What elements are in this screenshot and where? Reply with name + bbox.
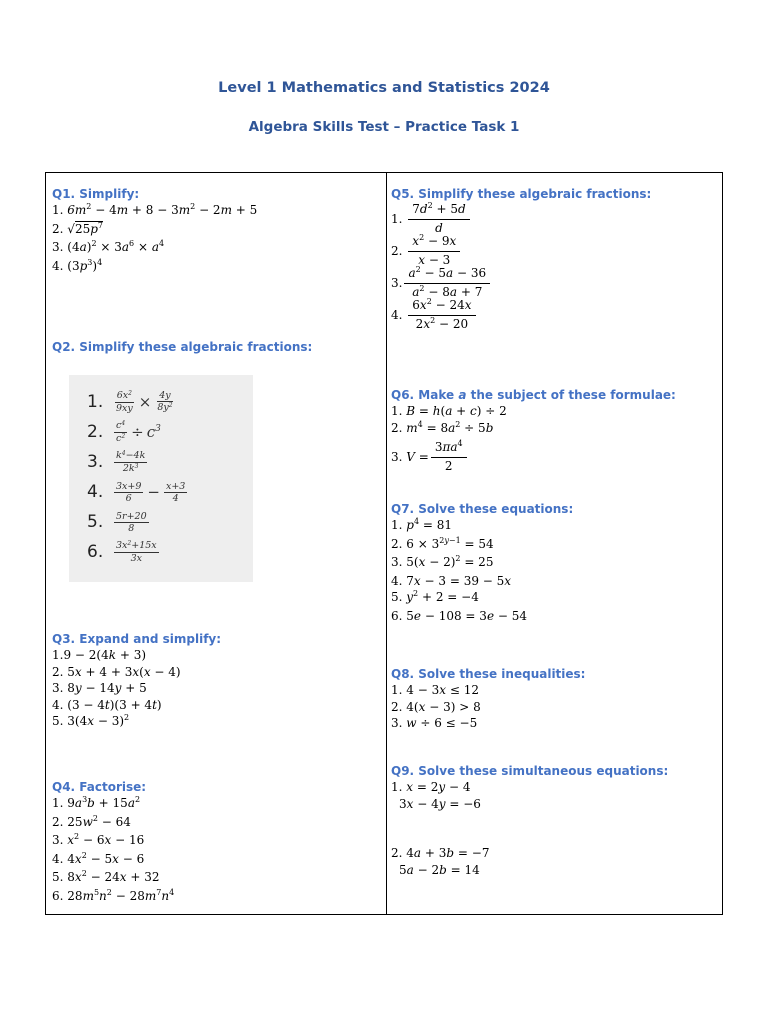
question-7	[391, 501, 573, 624]
q2-item-2: 2. $\frac{c^4}{c^2}$ ÷ $c^3$	[87, 419, 161, 444]
question-4	[52, 779, 174, 906]
q4-item-5: 5. $8x^2 - 24x + 32$	[52, 869, 160, 884]
question-9	[391, 763, 668, 878]
q9-item-2a: 2. 4a + 3b = −7	[391, 846, 490, 860]
q7-item-2: 2. $6 \times 3^{2y-1} = 54$	[391, 535, 494, 551]
q4-heading: Q4. Factorise:	[52, 780, 147, 794]
question-1	[52, 186, 257, 276]
q8-item-1: 1. 4 − 3x ≤ 12	[391, 683, 479, 697]
q5-item-3: 3. $\frac{a^2 - 5a - 36}{a^2 - 8a + 7}$	[391, 266, 651, 298]
q1-heading: Q1. Simplify:	[52, 187, 140, 201]
q8-item-3: 3. w ÷ 6 ≤ −5	[391, 716, 478, 730]
q7-heading: Q7. Solve these equations:	[391, 502, 574, 516]
q2-item-6: 6. $\frac{3x^2+15x}{3x}$	[87, 540, 157, 564]
q7-item-1: 1. $p^4 = 81$	[391, 517, 453, 532]
q2-item-1: 1. $\frac{6x^2}{9xy}$ × $\frac{4y}{8y^2}$	[87, 390, 173, 414]
q4-item-6: 6. $28m^5n^2 - 28m^7n^4$	[52, 887, 175, 903]
q8-heading: Q8. Solve these inequalities:	[391, 667, 586, 681]
q7-item-4: 4. 7x − 3 = 39 − 5x	[391, 573, 512, 588]
q1-item-4: 4. $(3p^3)^4$	[52, 257, 103, 273]
q5-item-1: 1. $\frac{7d^2 + 5d}{d}$	[391, 202, 651, 234]
q7-item-3: 3. $5(x - 2)^2 = 25$	[391, 554, 494, 569]
q7-item-6: 6. 5e − 108 = 3e − 54	[391, 608, 527, 623]
q9-item-2b: 5a − 2b = 14	[399, 862, 480, 877]
q4-item-1: 1. $9a^3b + 15a^2$	[52, 795, 141, 810]
q4-item-3: 3. $x^2 - 6x - 16$	[52, 832, 145, 847]
q2-item-5: 5. $\frac{5r+20}{8}$	[87, 510, 147, 534]
q2-item-4: 4. $\frac{3x+9}{6}$ − $\frac{x+3}{4}$	[87, 480, 186, 504]
q5-item-2: 2. $\frac{x^2 - 9x}{x - 3}$	[391, 234, 651, 266]
q8-item-2: 2. 4(x − 3) > 8	[391, 699, 481, 714]
question-2	[52, 339, 312, 355]
q4-item-2: 2. $25w^2 - 64$	[52, 813, 131, 829]
q5-heading: Q5. Simplify these algebraic fractions:	[391, 187, 652, 201]
q3-item-3: 3. 8y − 14y + 5	[52, 681, 147, 695]
q3-heading: Q3. Expand and simplify:	[52, 632, 222, 646]
q1-item-2: 2. $√25p^7$	[52, 220, 103, 236]
page-subtitle: Algebra Skills Test – Practice Task 1	[248, 119, 520, 135]
q9-heading: Q9. Solve these simultaneous equations:	[391, 764, 669, 778]
q5-item-4: 4. $\frac{6x^2 - 24x}{2x^2 - 20}$	[391, 298, 651, 330]
q7-item-5: 5. $y^2 + 2 = -4$	[391, 589, 479, 604]
q6-item-1: 1. B = h(a + c) ÷ 2	[391, 404, 507, 418]
question-5	[391, 186, 651, 330]
q3-item-4: 4. (3 − 4t)(3 + 4t)	[52, 697, 162, 712]
q2-item-3: 3. $\frac{k^4-4k}{2k^3}$	[87, 449, 146, 474]
question-6	[391, 387, 676, 472]
q1-item-1: 1. $6m^2 - 4m + 8 - 3m^2 - 2m + 5$	[52, 202, 258, 217]
q6-item-3: 3. V = $\frac{3\pi a^4}{2}$	[391, 440, 676, 472]
page-title: Level 1 Mathematics and Statistics 2024	[218, 80, 550, 96]
q3-item-1: 1.9 − 2(4k + 3)	[52, 648, 147, 662]
question-table	[45, 172, 723, 915]
question-3	[52, 631, 221, 732]
q6-item-2: 2. $m^4 = 8a^2 \div 5b$	[391, 419, 494, 435]
q2-heading: Q2. Simplify these algebraic fractions:	[52, 340, 313, 354]
q1-item-3: 3. $(4a)^2 \times 3a^6 \times a^4$	[52, 239, 165, 254]
q4-item-4: 4. $4x^2 - 5x - 6$	[52, 850, 145, 866]
column-divider	[386, 173, 387, 914]
question-8	[391, 666, 585, 732]
q6-heading: Q6. Make a the subject of these formulae:	[391, 388, 676, 402]
q9-item-1a: 1. x = 2y − 4	[391, 780, 471, 794]
q3-item-2: 2. 5x + 4 + 3x(x − 4)	[52, 664, 181, 679]
q2-fractions-image	[69, 375, 253, 582]
q9-item-1b: 3x − 4y = −6	[399, 796, 481, 811]
q3-item-5: 5. $3(4x - 3)^2$	[52, 713, 130, 728]
